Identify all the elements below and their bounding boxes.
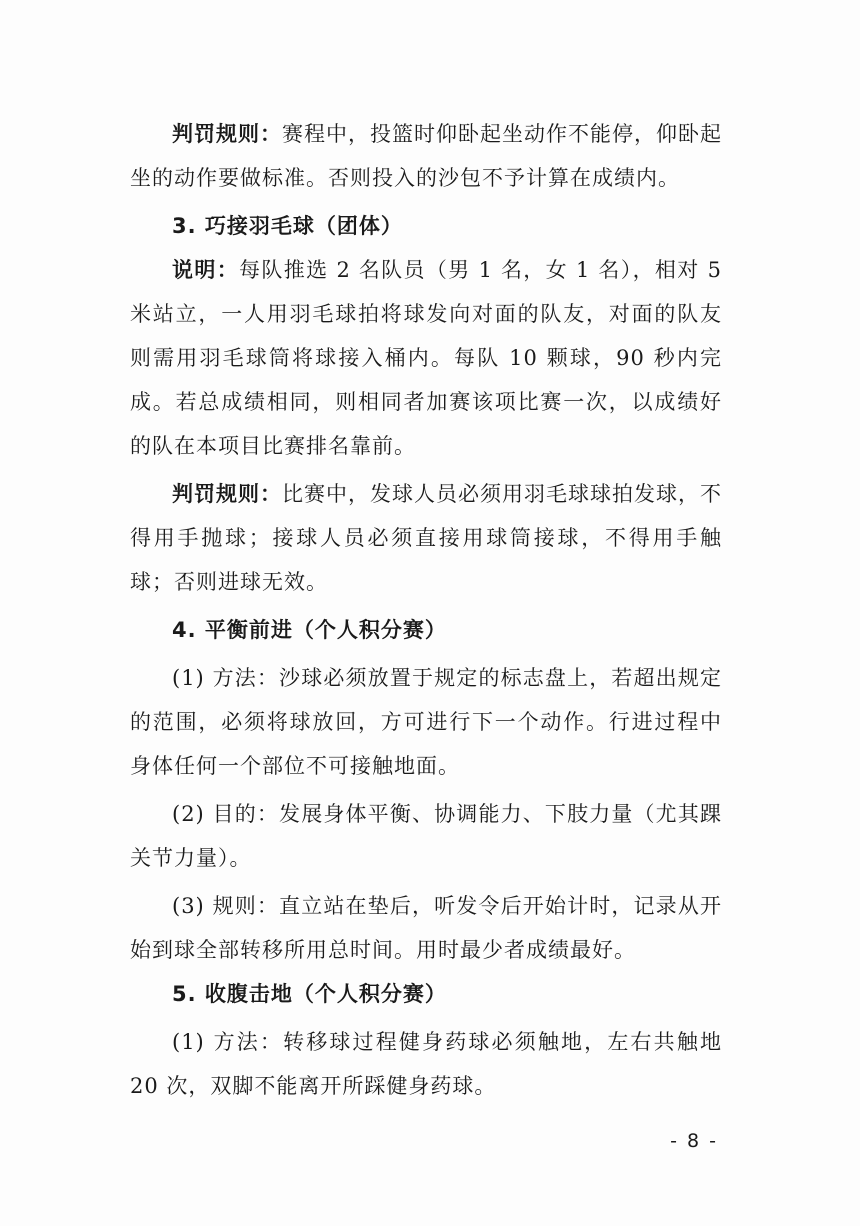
purpose-paragraph-4: (2) 目的：发展身体平衡、协调能力、下肢力量（尤其踝关节力量）。 [130, 802, 722, 870]
penalty-rule-text-1: 赛程中，投篮时仰卧起坐动作不能停，仰卧起坐的动作要做标准。否则投入的沙包不予计算在成绩内。 [130, 122, 722, 190]
description-paragraph-3 [130, 248, 722, 468]
description-label-3: 说明： [172, 258, 240, 282]
section-heading-3: 3. 巧接羽毛球（团体） [172, 214, 403, 238]
method-paragraph-4: (1) 方法：沙球必须放置于规定的标志盘上，若超出规定的范围，必须将球放回，方可进行下一个动作。行进过程中身体任何一个部位不可接触地面。 [130, 666, 722, 778]
penalty-rule-text-3: 比赛中，发球人员必须用羽毛球球拍发球，不得用手抛球；接球人员必须直接用球筒接球，不得用手触球；否则进球无效。 [130, 482, 722, 594]
penalty-rule-label-1: 判罚规则： [172, 122, 282, 146]
page-number: - 8 - [670, 1130, 718, 1152]
penalty-rule-paragraph-3 [130, 472, 722, 604]
penalty-rule-label-3: 判罚规则： [172, 482, 282, 506]
document-body [130, 112, 722, 1108]
description-text-3: 每队推选 2 名队员（男 1 名，女 1 名），相对 5 米站立，一人用羽毛球拍将球发向对面的队友，对面的队友则需用羽毛球筒将球接入桶内。每队 10 颗球，90 秒内完成。若总成绩相同，则相同者加赛该项比赛一次，以成绩好的队在本项目比赛排名靠前。 [130, 258, 723, 458]
method-paragraph-5: (1) 方法：转移球过程健身药球必须触地，左右共触地 20 次，双脚不能离开所踩健身药球。 [130, 1030, 722, 1098]
rule-paragraph-4: (3) 规则：直立站在垫后，听发令后开始计时，记录从开始到球全部转移所用总时间。用时最少者成绩最好。 [130, 894, 722, 962]
section-heading-4: 4. 平衡前进（个人积分赛） [172, 618, 447, 642]
section-heading-5: 5. 收腹击地（个人积分赛） [172, 982, 447, 1006]
penalty-rule-paragraph-1 [130, 112, 722, 200]
